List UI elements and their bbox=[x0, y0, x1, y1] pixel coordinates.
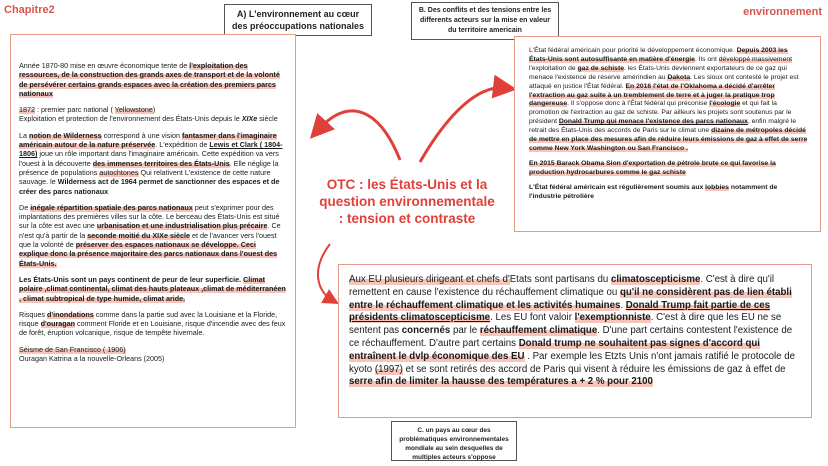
topic-label: environnement bbox=[743, 6, 822, 18]
central-title: OTC : les États-Unis et la question environnementale : tension et contraste bbox=[319, 177, 495, 226]
left-paragraph-5: Les États-Unis sont un pays continent de peur de leur superficie. Climat polaire ,climat continental, climat des hauts plateaux ,climat de méditerranéen , climat subtropical de type humide, climat aride. bbox=[19, 274, 286, 303]
left-paragraph-3: La notion de Wilderness correspond à une vision fantasmer dans l'imaginaire américain autour de la nature préservée. L'expédition de Lewis et Clark ( 1804-1806) joue un rôle important dans l'imaginaire américain. Cette expédition va vers l'ouest à la découverte des immenses territoires des États-Unis. Elle néglige la présence de populations autochtones Qui relativent L'existence de cette nature sauvage. le Wilderness act de 1964 permet de sanctionner des espaces et de créer des parcs nationaux bbox=[19, 130, 283, 196]
arrow-to-c bbox=[318, 244, 332, 300]
left-paragraph-1: Année 1870-80 mise en œuvre économique tente de l'exploitation des ressources, de la construction des grands axes de transport et de la volonté de persévérer certains grands espaces avec la création des premiers parcs nationaux bbox=[19, 61, 280, 98]
section-c-panel bbox=[338, 264, 812, 418]
header-c: C. un pays au cœur des problématiques environnementales mondiale au sein desquelles de multiples acteurs s'oppose bbox=[391, 421, 517, 461]
left-paragraph-4: De inégale répartition spatiale des parcs nationaux peut s'exprimer pour des implantations des premières villes sur la côte. Le berceau des États-Unis est situé sur la côte est avec une urbanisation et une industrialisation plus précaire. Ce n'est qu'à partir de la seconde moitié du XIXe siècle et de l'avancer vers l'ouest que la volonté de préserver des espaces nationaux se développe. Ceci explique donc la présence majoritaire des parcs nationaux dans l'ouest des États-Unis. bbox=[19, 202, 281, 268]
right-paragraph-2: En 2015 Barack Obama Sion d'exportation de pétrole brute ce qui favorise la production hydrocarbures comme le gaz schiste bbox=[529, 159, 776, 176]
header-b: B. Des conflits et des tensions entre les differents acteurs sur la mise en valeur du territoire americain bbox=[411, 2, 559, 40]
section-a-panel bbox=[10, 34, 296, 428]
right-paragraph-1: L'État fédéral américain pour priorité le développement économique. Depuis 2003 les États-Unis sont autosuffisante en matière d'énergie. Ils ont développé massivement l'exploitation de gaz de schiste. les États-Unis deviennent exportateurs de ce gaz qui menace l'existence de réserve amérindien au Dakota. Les sioux ont contesté le projet est attaqué en justice l'État fédéral. En 2016 l'état de l'Oklahoma a décidé d'arrêter l'extraction au gaz suite à un tremblement de terre et à juger la pratique trop dangereuse. Il s'oppose donc à l'État fédéral qui préconise l'écologie et qui fait la promotion de l'extraction au gaz de schiste. Par ailleurs les projets sont soutenus par le président Donald Trump qui menace l'existence des parcs nationaux, enfin malgré le retrait des États-Unis des accords de Paris sur le climat une dizaine de métropoles décidé de mettre en place des mesures afin de réduire leurs émissions de gaz à effet de serre comme New York Washington ou San Francisco . bbox=[529, 47, 808, 152]
arrow-to-a bbox=[318, 111, 400, 160]
left-paragraph-2: 1872 : premier parc national ( Yellowstone) Exploitation et protection de l'environnement des États-Unis depuis le XIXe siècle bbox=[19, 105, 278, 124]
arrow-to-b bbox=[420, 88, 505, 162]
bottom-paragraph: Aux EU plusieurs dirigeant et chefs d'Etats sont partisans du climatoscepticisme. C'est à dire qu'il remettent en cause l'existence du réchauffement climatique ou qu'il ne considèrent pas de lien établi entre le réchauffement climatique et les activités humaines. Donald Trump fait partie de ces présidents climatoscepticisme. Les EU font valoir l'exemptionniste. C'est à dire que les EU ne se sentent pas concernés par le réchauffement climatique. D'une part certains contestent l'existence de ce réchauffement. D'autre part certains Donald trump ne souhaitent pas signes d'accord qui entraînent le dvlp économique des EU . Par exemple les Etzts Unis n'ont jamais ratifié le protocole de kyoto (1997) et se sont retirés des accord de Paris qui visent à réduire les émissions de gaz à effet de serre afin de limiter la hausse des températures a + 2 % pour 2100 bbox=[349, 274, 796, 388]
chapter-label: Chapitre2 bbox=[4, 4, 55, 16]
left-paragraph-6: Risques d'inondations comme dans la partie sud avec la Louisiane et la Floride, risque d'ouragan comment Floride et en Louisiane, risque d'incendie avec des feux de forêt, éruption volcanique, risque de tempête hivernale. bbox=[19, 309, 286, 338]
left-paragraph-7: Séisme de San Francisco ( 1906) Ouragan Katrina a la nouvelle-Orleans (2005) bbox=[19, 344, 165, 364]
right-paragraph-3: L'État fédéral américain est régulièrement soumis aux lobbies notamment de l'industrie pétrolière bbox=[529, 183, 778, 200]
section-b-panel bbox=[514, 36, 821, 232]
header-a: A) L'environnement au cœur des préoccupations nationales bbox=[224, 4, 372, 36]
